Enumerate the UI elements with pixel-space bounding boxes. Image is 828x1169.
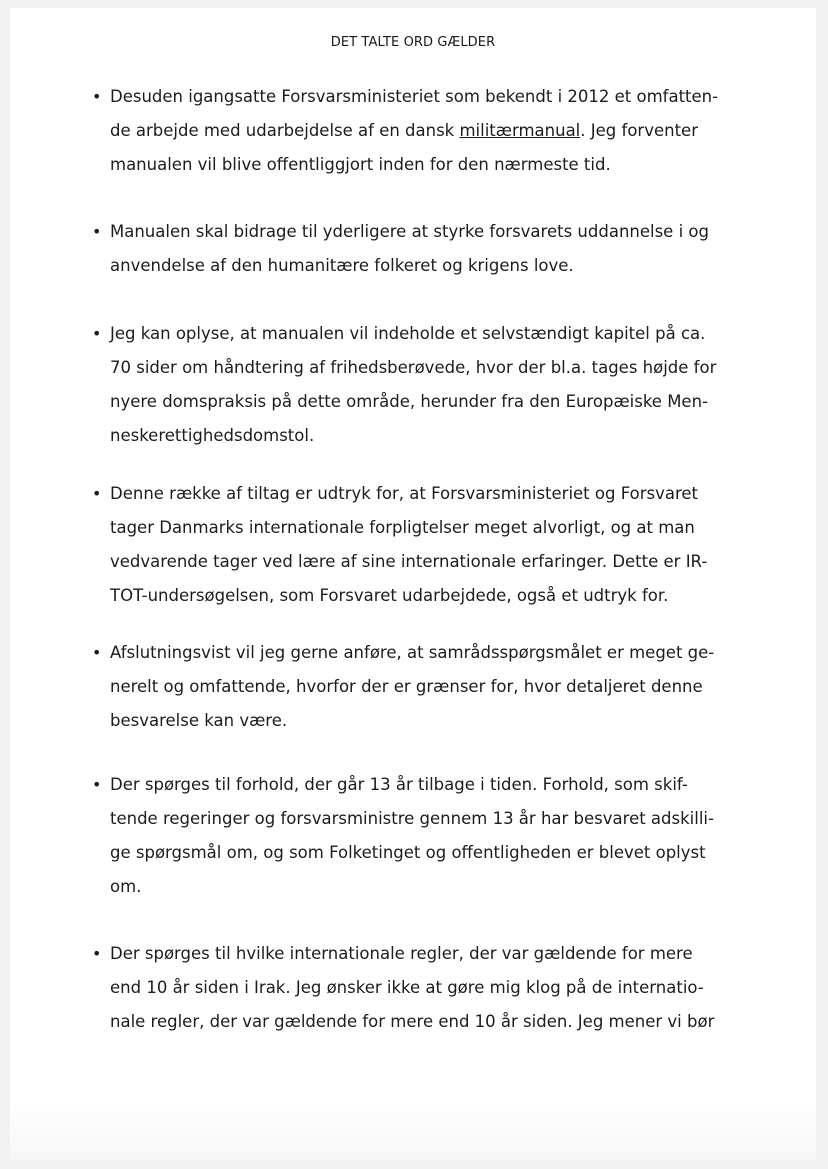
bullet-icon: • — [92, 643, 102, 662]
text-line: om. — [110, 877, 142, 896]
text-line: end 10 år siden i Irak. Jeg ønsker ikke at gøre mig klog på de internatio- — [110, 978, 704, 997]
bullet-item-international-obligations — [92, 477, 720, 613]
bullet-item-manual-purpose — [92, 215, 720, 283]
bullet-item-international-rules — [92, 937, 720, 1039]
text-line: Desuden igangsatte Forsvarsministeriet som bekendt i 2012 et omfatten- — [110, 87, 719, 106]
bullet-item-chapter-detainees — [92, 317, 720, 453]
text-line: vedvarende tager ved lære af sine internationale erfaringer. Dette er IR- — [110, 552, 708, 571]
bullet-item-conclusion — [92, 636, 720, 738]
bullet-icon: • — [92, 87, 102, 106]
text-line: Afslutningsvist vil jeg gerne anføre, at samrådsspørgsmålet er meget ge- — [110, 643, 715, 662]
bullet-icon: • — [92, 484, 102, 503]
text-line: TOT-undersøgelsen, som Forsvaret udarbejdede, også et udtryk for. — [110, 586, 669, 605]
text-line: tager Danmarks internationale forpligtelser meget alvorligt, og at man — [110, 518, 695, 537]
bullet-icon: • — [92, 324, 102, 343]
text-line: Der spørges til forhold, der går 13 år tilbage i tiden. Forhold, som skif- — [110, 775, 688, 794]
bullet-item-thirteen-years — [92, 768, 720, 904]
document-page — [10, 8, 816, 1160]
text-line: besvarelse kan være. — [110, 711, 288, 730]
page-header: DET TALTE ORD GÆLDER — [330, 35, 496, 50]
text-span: de arbejde med udarbejdelse af en dansk — [110, 121, 460, 140]
bullet-icon: • — [92, 222, 102, 241]
text-line: 70 sider om håndtering af frihedsberøvede, hvor der bl.a. tages højde for — [110, 358, 717, 377]
text-line: Der spørges til hvilke internationale regler, der var gældende for mere — [110, 944, 693, 963]
text-line — [110, 114, 720, 148]
text-line: neskerettighedsdomstol. — [110, 426, 315, 445]
bullet-icon: • — [92, 944, 102, 963]
underlined-term: militærmanual — [459, 121, 581, 140]
text-span: . Jeg forventer — [580, 121, 698, 140]
text-line: Manualen skal bidrage til yderligere at styrke forsvarets uddannelse i og — [110, 222, 709, 241]
text-line: Jeg kan oplyse, at manualen vil indeholde et selvstændigt kapitel på ca. — [110, 324, 706, 343]
text-line: nyere domspraksis på dette område, herunder fra den Europæiske Men- — [110, 392, 708, 411]
text-line: ge spørgsmål om, og som Folketinget og offentligheden er blevet oplyst — [110, 843, 706, 862]
text-line: manualen vil blive offentliggjort inden for den nærmeste tid. — [110, 155, 611, 174]
text-line: Denne række af tiltag er udtryk for, at Forsvarsministeriet og Forsvaret — [110, 484, 698, 503]
bullet-icon: • — [92, 775, 102, 794]
text-line: tende regeringer og forsvarsministre gennem 13 år har besvaret adskilli- — [110, 809, 714, 828]
text-line: nale regler, der var gældende for mere end 10 år siden. Jeg mener vi bør — [110, 1012, 715, 1031]
text-line: anvendelse af den humanitære folkeret og krigens love. — [110, 256, 574, 275]
text-line: nerelt og omfattende, hvorfor der er grænser for, hvor detaljeret denne — [110, 677, 703, 696]
bullet-item-military-manual — [92, 80, 720, 182]
page-bottom-shading — [10, 1100, 816, 1160]
